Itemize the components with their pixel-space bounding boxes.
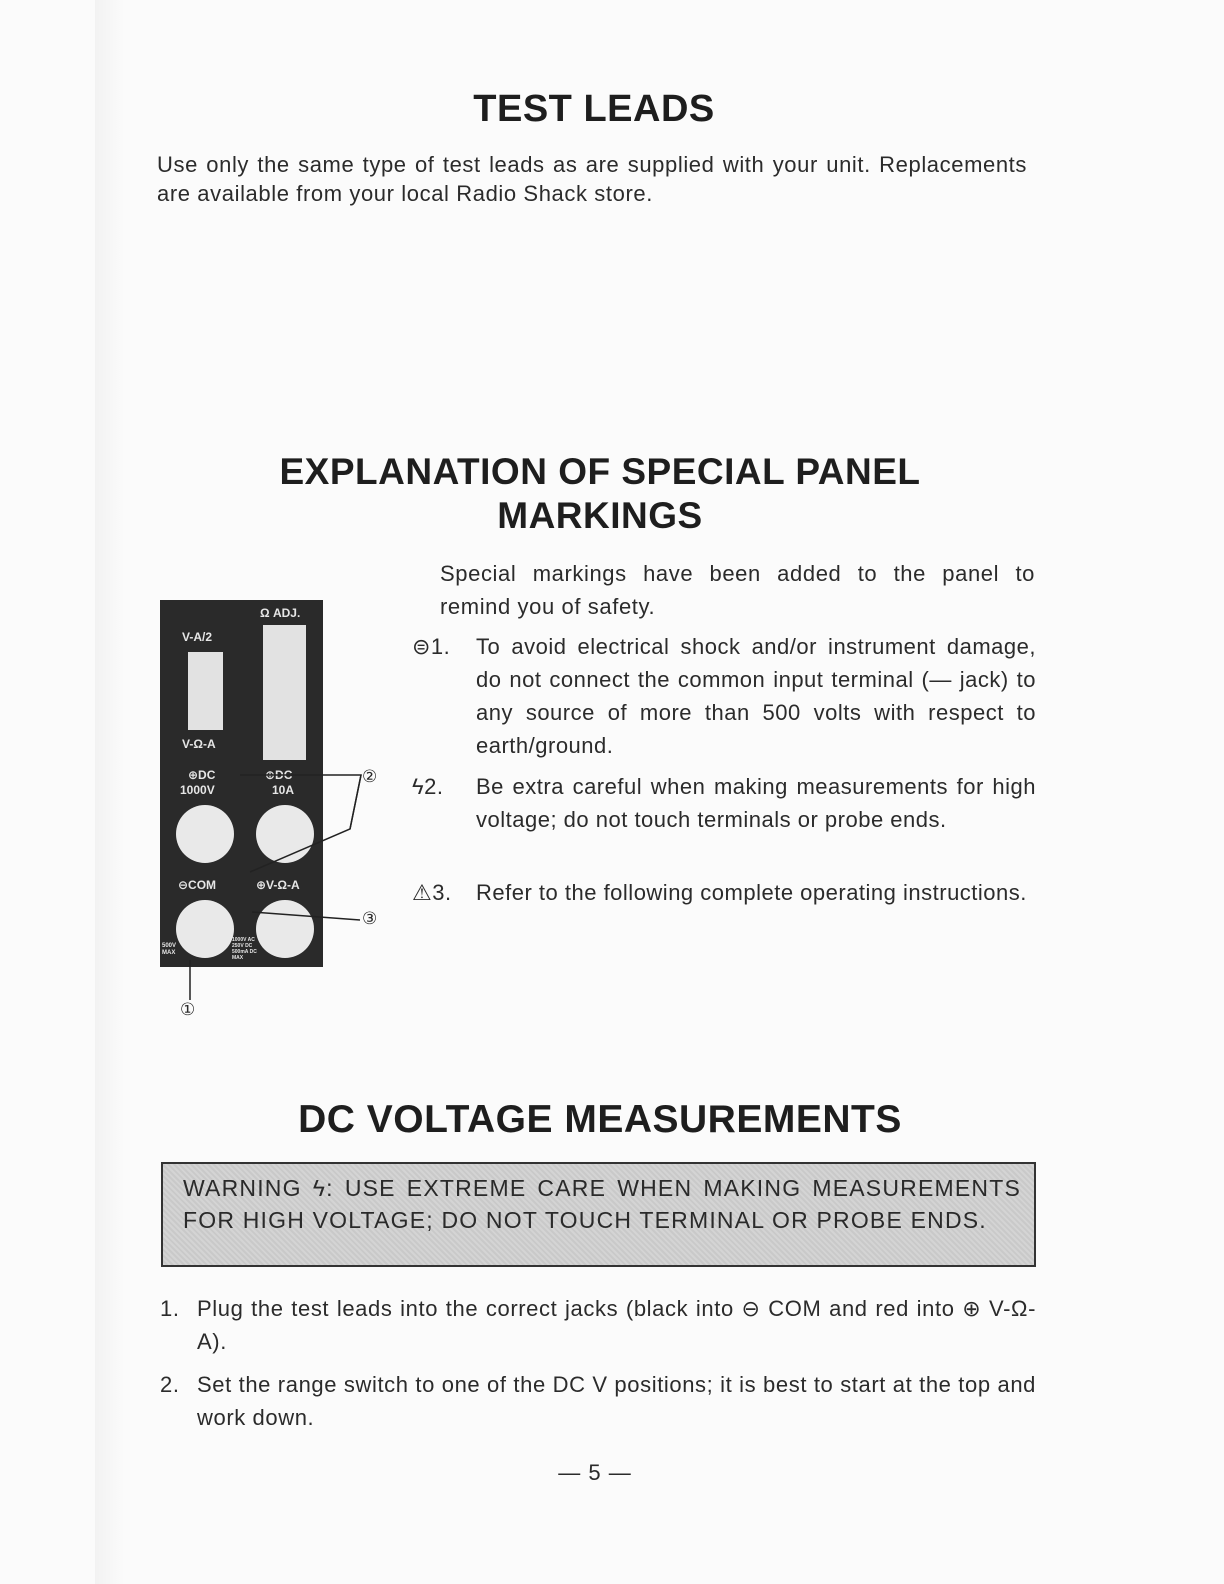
v-ohm-a-label: V-Ω-A (182, 737, 216, 751)
panel-markings-heading (0, 450, 1212, 538)
callout-lines (150, 595, 400, 1035)
test-leads-heading: TEST LEADS (473, 88, 715, 130)
callout-1: ① (180, 1000, 196, 1020)
dc-step-2 (160, 1368, 1036, 1434)
step-number-1: 1. (160, 1296, 180, 1321)
panel-markings-intro: Special markings have been added to the panel to remind you of safety. (440, 561, 1035, 619)
step-text-1: Plug the test leads into the correct jacks (black into ⊖ COM and red into ⊕ V-Ω-A). (197, 1296, 1036, 1354)
dc-plus-label-2: ⊕DC (265, 768, 293, 782)
panel-figure (150, 595, 400, 1035)
callout-3: ③ (362, 909, 378, 929)
warning-text: WARNING ϟ: USE EXTREME CARE WHEN MAKING MEASUREMENTS FOR HIGH VOLTAGE; DO NOT TOUCH TERMINAL OR PROBE ENDS. (183, 1175, 1021, 1233)
panel-marking-text-1: To avoid electrical shock and/or instrument damage, do not connect the common input terminal (— jack) to any source of more than 500 volts with respect to earth/ground. (476, 634, 1036, 758)
warning-triangle-marker: ⚠3. (412, 880, 452, 905)
panel-marking-item-3 (412, 876, 1036, 909)
page-edge-shadow (95, 0, 125, 1584)
com-label: ⊖COM (178, 878, 217, 892)
dc-step-1 (160, 1292, 1036, 1358)
10a-label: 10A (272, 783, 295, 797)
panel-marking-item-1 (412, 630, 1036, 762)
test-leads-paragraph: Use only the same type of test leads as are supplied with your unit. Replacements are available from your local Radio Shack store. (157, 152, 1027, 206)
panel-marking-text-3: Refer to the following complete operating instructions. (476, 880, 1027, 905)
step-number-2: 2. (160, 1372, 180, 1397)
v-ohm-a-plus-label: ⊕V-Ω-A (256, 878, 300, 892)
panel-marking-text-2: Be extra careful when making measurements for high voltage; do not touch terminals or probe ends. (476, 774, 1036, 832)
dc-voltage-heading: DC VOLTAGE MEASUREMENTS (298, 1098, 902, 1141)
callout-2: ② (362, 767, 378, 787)
v-a2-label: V-A/2 (182, 630, 213, 644)
ohm-adj-label: Ω ADJ. (260, 606, 301, 620)
panel-marking-item-2 (412, 770, 1036, 836)
step-text-2: Set the range switch to one of the DC V positions; it is best to start at the top and work down. (197, 1372, 1036, 1430)
ground-symbol-marker: ⊜1. (412, 634, 451, 659)
page-number: — 5 — (558, 1460, 632, 1485)
warning-box (161, 1162, 1036, 1267)
ratings-label: 1000V AC 250V DC 500mA DC MAX (232, 937, 257, 961)
max-500v-label: 500V MAX (162, 943, 177, 956)
dc-plus-label-1: ⊕DC (188, 768, 216, 782)
lightning-symbol-marker: ϟ2. (412, 774, 444, 799)
1000v-label: 1000V (180, 783, 215, 797)
panel-markings-title: EXPLANATION OF SPECIAL PANEL MARKINGS (279, 451, 921, 536)
